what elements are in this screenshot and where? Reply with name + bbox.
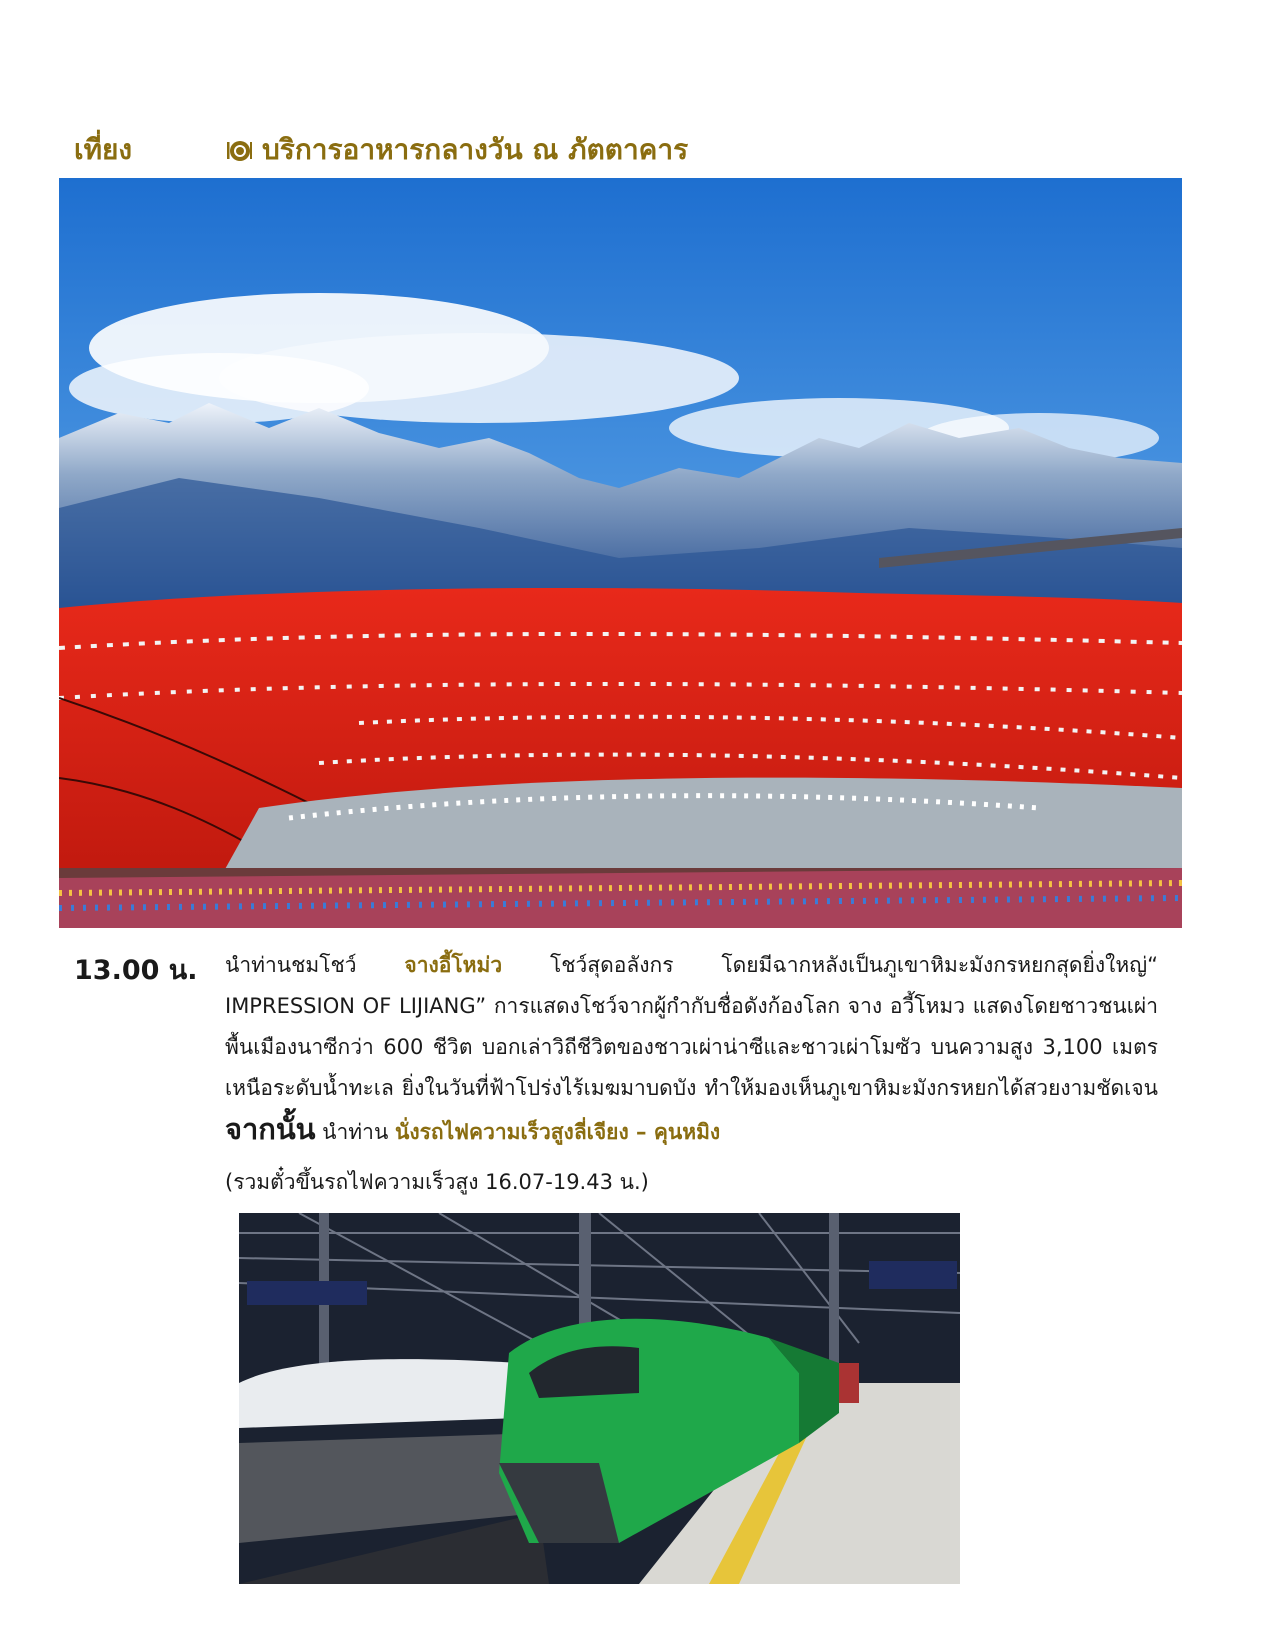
high-speed-train-photo [239,1213,960,1584]
lunch-text: บริการอาหารกลางวัน ณ ภัตตาคาร [262,133,689,166]
schedule-time: 13.00 น. [74,955,198,986]
ticket-note: (รวมตั๋วขึ้นรถไฟความเร็วสูง 16.07-19.43 น.) [225,1170,649,1194]
schedule-paragraph [225,945,1158,1153]
show-name: จางอี้โหม่ว [404,953,503,977]
para-intro: นำท่านชมโชว์ [225,953,405,977]
train-route: นั่งรถไฟความเร็วสูงลี่เจียง – คุนหมิง [394,1120,721,1144]
lunch-time: เที่ยง [74,133,133,166]
para-body: โชว์สุดอลังกร โดยมีฉากหลังเป็นภูเขาหิมะมังกรหยกสุดยิ่งใหญ่“ IMPRESSION OF LIJIANG” การแสดงโชว์จากผู้กำกับชื่อดังก้องโลก จาง อวี้โหมว แสดงโดยชาวชนเผ่าพื้นเมืองนาซีกว่า 600 ชีวิต บอกเล่าวิถีชีวิตของชาวเผ่าน่าซีและชาวเผ่าโมซัว บนความสูง 3,100 เมตรเหนือระดับน้ำทะเล ยิ่งในวันที่ฟ้าโปร่งไร้เมฆมาบดบัง ทำให้มองเห็นภูเขาหิมะมังกรหยกได้สวยงามชัดเจน [225,953,1158,1100]
impression-lijiang-photo [59,178,1182,928]
para-lead: นำท่าน [315,1120,395,1144]
dining-icon [226,137,252,163]
lunch-row [74,128,1174,168]
lunch-description [226,128,688,172]
then-label: จากนั้น [225,1112,316,1146]
